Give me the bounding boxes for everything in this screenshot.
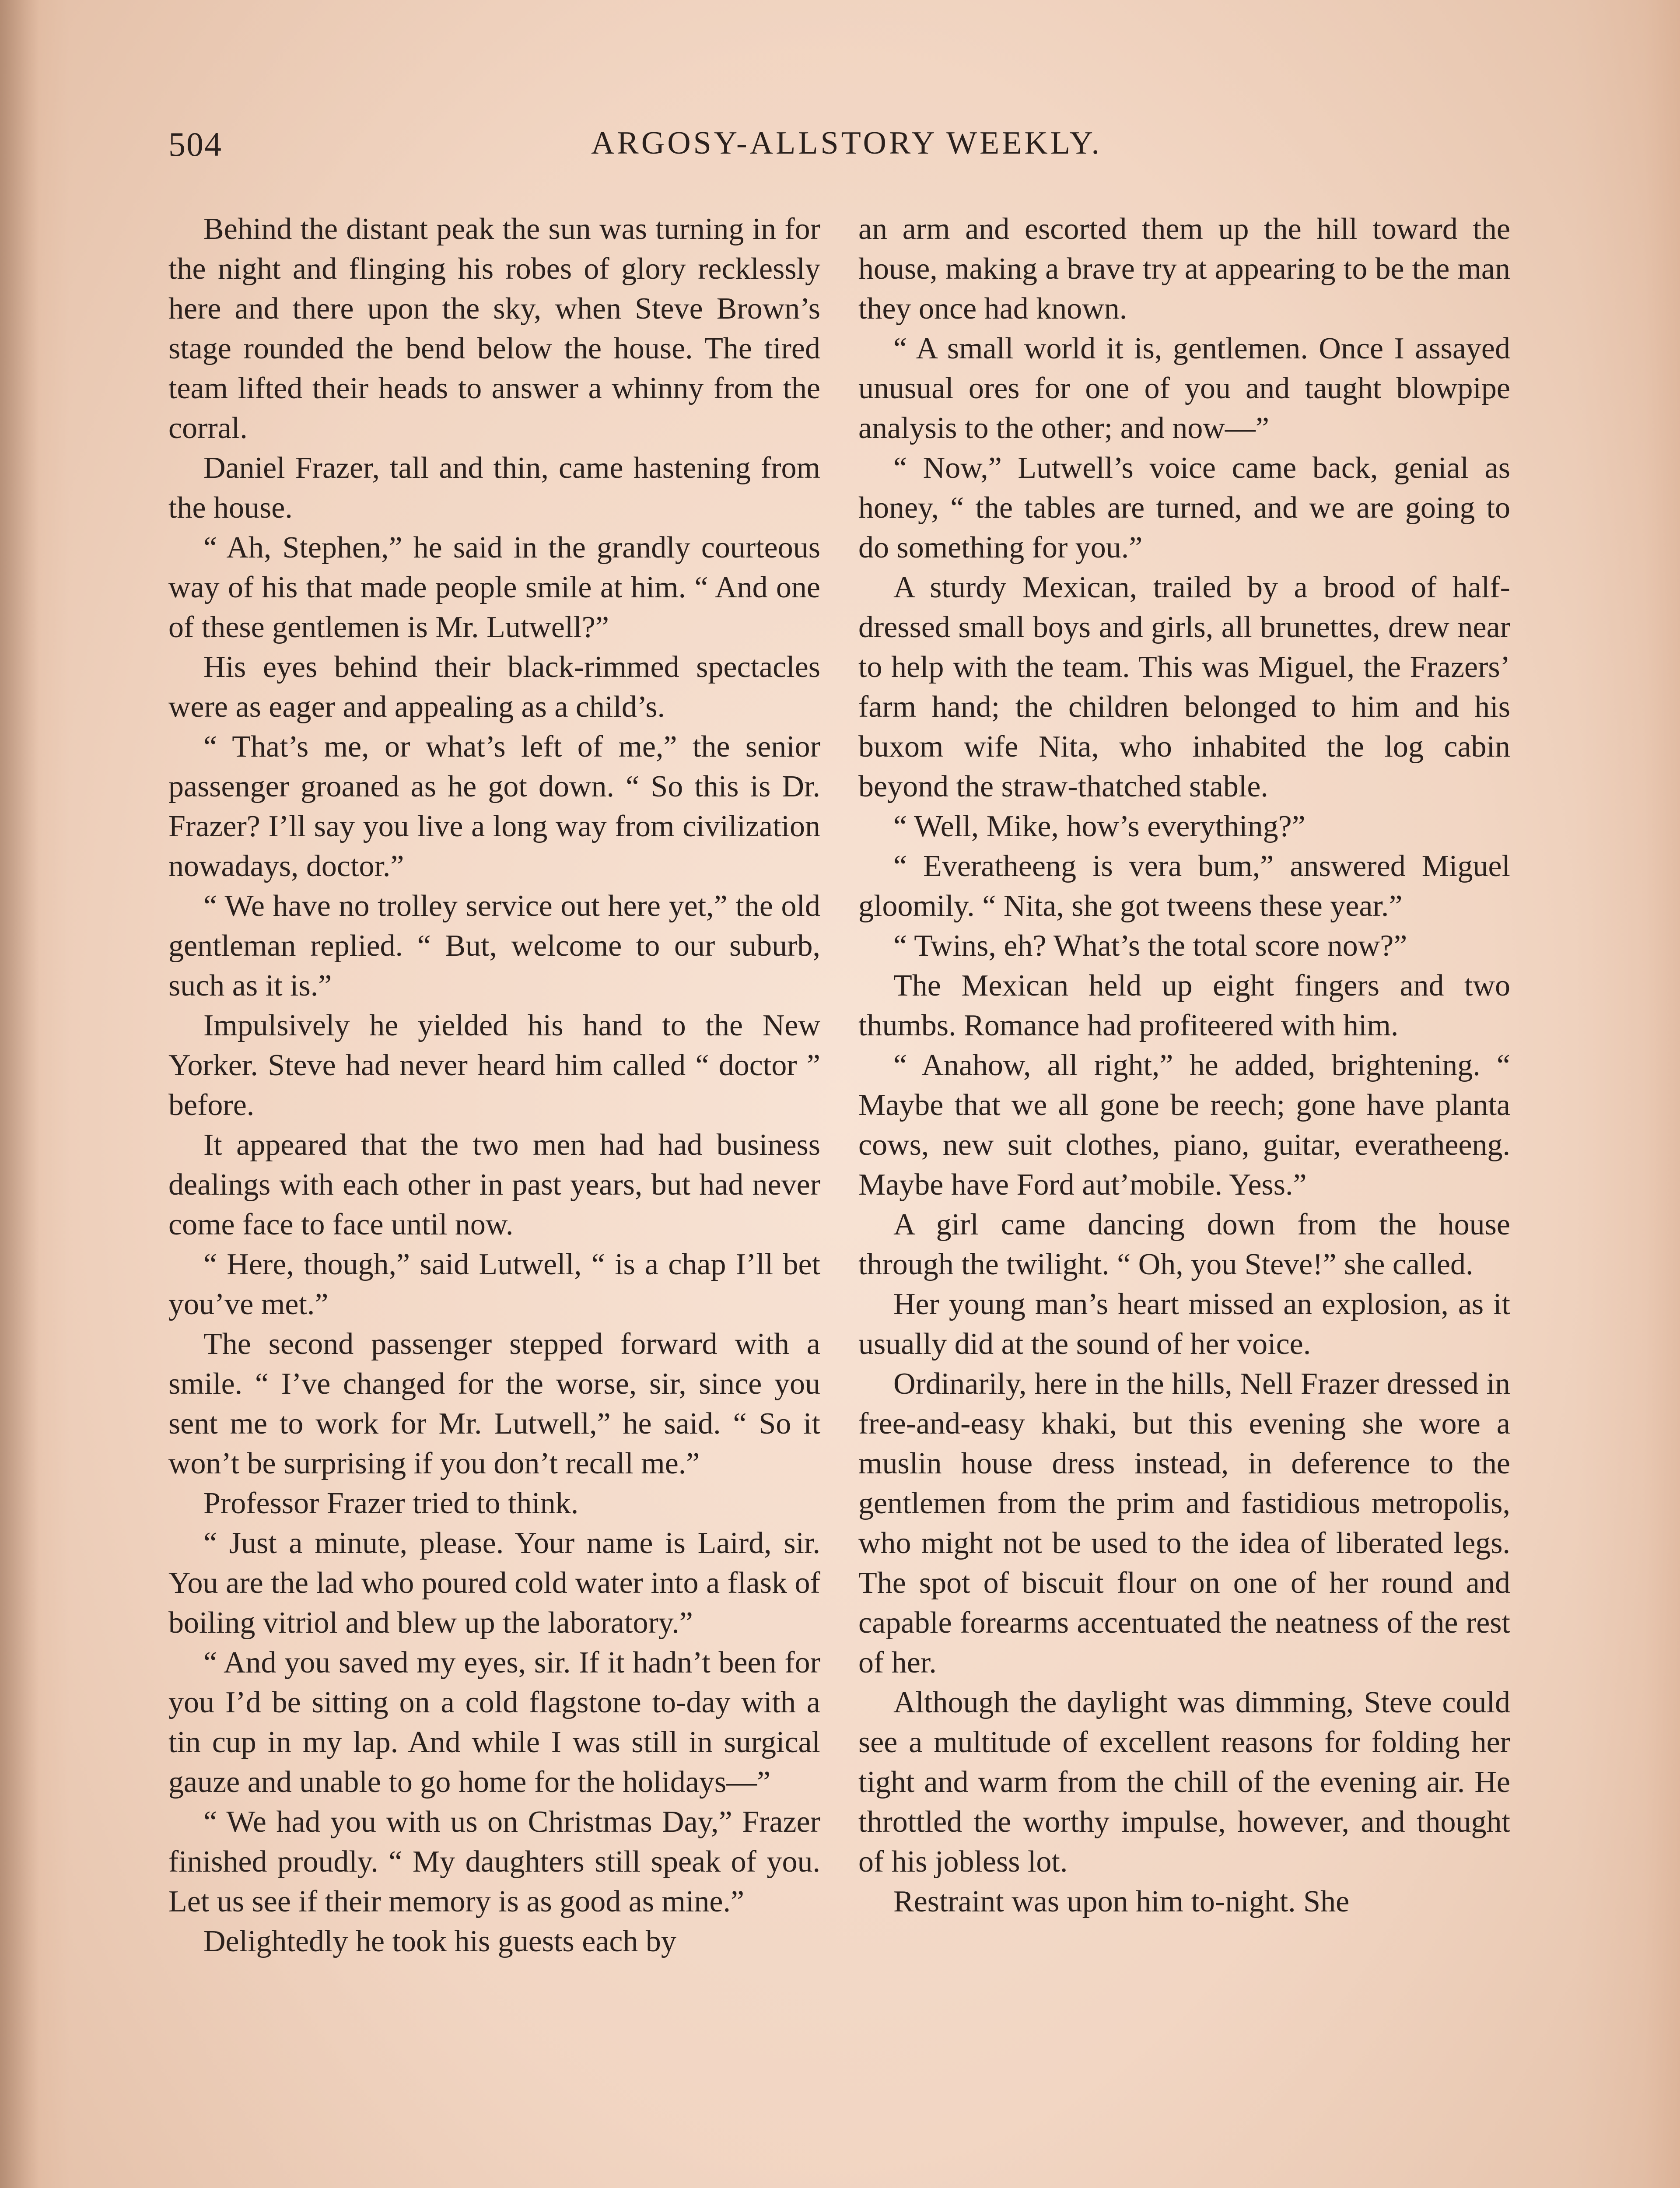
paragraph: Daniel Frazer, tall and thin, came hastening from the house. <box>168 451 820 525</box>
paragraph: Behind the distant peak the sun was turning in for the night and flinging his robes of glory recklessly here and there upon the sky, when Steve Brown’s stage rounded the bend below the house. The tired team lifted their heads to answer a whinny from the corral. <box>168 212 820 445</box>
paragraph: A girl came dancing down from the house through the twilight. “ Oh, you Steve!” she called. <box>858 1208 1510 1281</box>
paragraph: His eyes behind their black-rimmed spectacles were as eager and appealing as a child’s. <box>168 650 820 724</box>
paragraph: Professor Frazer tried to think. <box>203 1487 579 1520</box>
paragraph: “ And you saved my eyes, sir. If it hadn’t been for you I’d be sitting on a cold flagstone to-day with a tin cup in my lap. And while I was still in surgical gauze and unable to go home for the holidays—” <box>168 1646 820 1799</box>
paragraph: an arm and escorted them up the hill toward the house, making a brave try at appearing to be the man they once had known. <box>858 212 1510 326</box>
paragraph: The second passenger stepped forward with a smile. “ I’ve changed for the worse, sir, since you sent me to work for Mr. Lutwell,” he said. “ So it won’t be surprising if you don’t recall me.” <box>168 1327 820 1480</box>
running-title: ARGOSY-ALLSTORY WEEKLY. <box>591 125 1102 161</box>
paragraph: A sturdy Mexican, trailed by a brood of half-dressed small boys and girls, all brunettes, drew near to help with the team. This was Miguel, the Frazers’ farm hand; the children belonged to him and his buxom wife Nita, who inhabited the log cabin beyond the straw-thatched stable. <box>858 571 1510 803</box>
paragraph: “ Twins, eh? What’s the total score now?” <box>893 929 1407 963</box>
page-spine-shadow <box>0 0 39 2188</box>
paragraph: “ Anahow, all right,” he added, brightening. “ Maybe that we all gone be reech; gone have planta cows, new suit clothes, piano, guitar, everatheeng. Maybe have Ford aut’mobile. Yess.” <box>858 1048 1510 1202</box>
paragraph: “ That’s me, or what’s left of me,” the senior passenger groaned as he got down. “ So this is Dr. Frazer? I’ll say you live a long way from civilization nowadays, doctor.” <box>168 730 820 883</box>
paragraph: “ Here, though,” said Lutwell, “ is a chap I’ll bet you’ve met.” <box>168 1248 820 1321</box>
paragraph: “ Everatheeng is vera bum,” answered Miguel gloomily. “ Nita, she got tweens these year.” <box>858 849 1510 923</box>
paragraph: “ Ah, Stephen,” he said in the grandly courteous way of his that made people smile at him. “ And one of these gentlemen is Mr. Lutwell?” <box>168 531 820 644</box>
paragraph: The Mexican held up eight fingers and two thumbs. Romance had profiteered with him. <box>858 969 1510 1042</box>
text-column-left <box>168 209 820 1961</box>
paragraph: “ Now,” Lutwell’s voice came back, genial as honey, “ the tables are turned, and we are going to do something for you.” <box>858 451 1510 565</box>
paragraph: Ordinarily, here in the hills, Nell Frazer dressed in free-and-easy khaki, but this evening she wore a muslin house dress instead, in deference to the gentlemen from the prim and fastidious metropolis, who might not be used to the idea of liberated legs. The spot of biscuit flour on one of her round and capable forearms accentuated the neatness of the rest of her. <box>858 1367 1510 1680</box>
paragraph: “ Just a minute, please. Your name is Laird, sir. You are the lad who poured cold water into a flask of boiling vitriol and blew up the laboratory.” <box>168 1526 820 1640</box>
page-header <box>168 125 1525 173</box>
paragraph: Although the daylight was dimming, Steve could see a multitude of excellent reasons for folding her tight and warm from the chill of the evening air. He throttled the worthy impulse, however, and thought of his jobless lot. <box>858 1686 1510 1879</box>
paragraph: Impulsively he yielded his hand to the New Yorker. Steve had never heard him called “ doctor ” before. <box>168 1009 820 1122</box>
paragraph: Her young man’s heart missed an explosion, as it usually did at the sound of her voice. <box>858 1287 1510 1361</box>
paragraph: “ Well, Mike, how’s everything?” <box>893 810 1306 843</box>
page-number: 504 <box>168 125 222 163</box>
text-column-right <box>858 209 1510 1922</box>
paragraph: “ We had you with us on Christmas Day,” Frazer finished proudly. “ My daughters still speak of you. Let us see if their memory is as good as mine.” <box>168 1805 820 1918</box>
paragraph: “ We have no trolley service out here yet,” the old gentleman replied. “ But, welcome to our suburb, such as it is.” <box>168 889 820 1003</box>
paragraph: Restraint was upon him to-night. She <box>893 1885 1350 1918</box>
paragraph: “ A small world it is, gentlemen. Once I assayed unusual ores for one of you and taught blowpipe analysis to the other; and now—” <box>858 332 1510 445</box>
paragraph: Delightedly he took his guests each by <box>203 1925 676 1958</box>
paragraph: It appeared that the two men had had business dealings with each other in past years, but had never come face to face until now. <box>168 1128 820 1241</box>
